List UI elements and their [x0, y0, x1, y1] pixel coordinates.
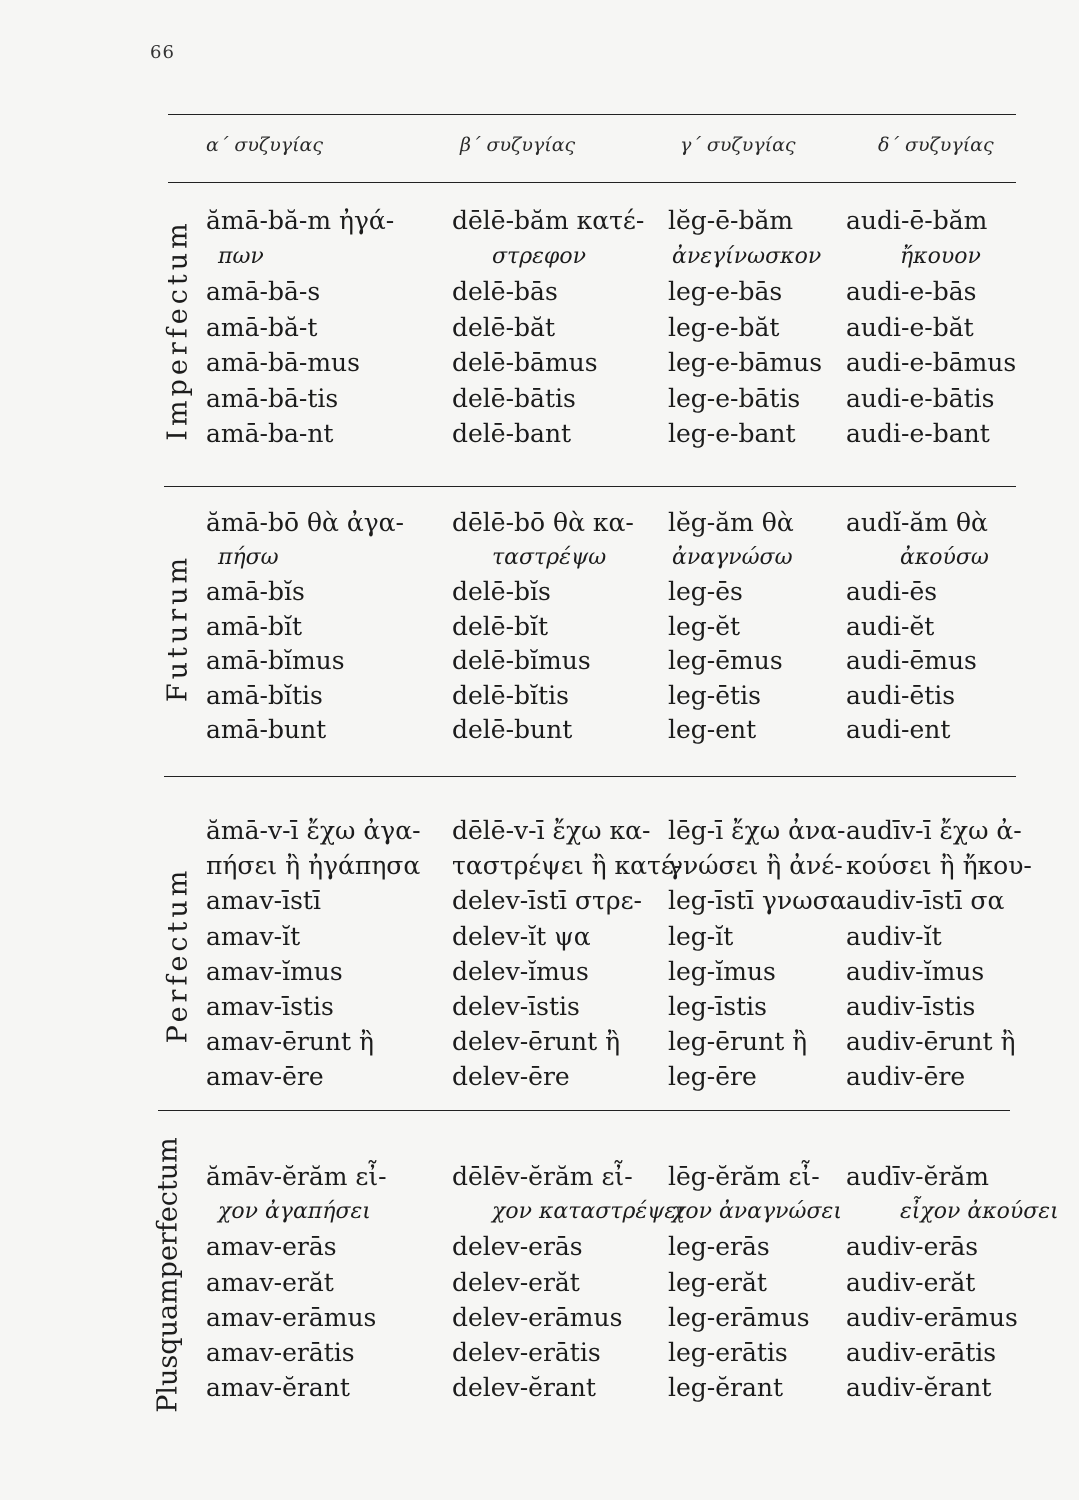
form-cell: πήσει ἢ ἠγάπησα — [206, 851, 421, 881]
form-cell: delev-ĕrant — [452, 1373, 596, 1403]
form-cell: amā-bĭs — [206, 577, 305, 606]
form-cell: audi-e-bāmus — [846, 348, 1017, 377]
form-cell: amav-erăt — [206, 1267, 334, 1297]
form-cell: audiv-ĭmus — [846, 956, 985, 986]
form-cell: audi-e-băt — [846, 312, 974, 342]
form-cell: amav-ĕrant — [206, 1373, 350, 1403]
form-cell: delē-bant — [452, 419, 572, 448]
form-cell: amav-erās — [206, 1232, 337, 1262]
form-cell: delev-ĭmus — [452, 956, 589, 986]
form-cell: audiv-ēre — [846, 1062, 966, 1092]
form-cell: amā-ba-nt — [206, 419, 334, 448]
form-cell: audiv-erās — [846, 1232, 979, 1262]
form-cell: leg-erăt — [668, 1267, 767, 1297]
section-label-imperfectum: Imperfectum — [162, 219, 194, 441]
form-cell: delev-erās — [452, 1232, 583, 1262]
form-cell: audi-ĕt — [846, 611, 935, 641]
form-cell: ταστρέψει ἢ κατέ- — [452, 851, 683, 881]
form-cell: audiv-ĕrant — [846, 1373, 992, 1403]
form-cell: ἀκούσω — [900, 544, 989, 570]
form-cell: delē-bĭmus — [452, 646, 591, 675]
form-cell: amā-bā-tis — [206, 383, 339, 413]
form-cell: leg-e-bant — [668, 419, 796, 448]
form-cell: audi-ēmus — [846, 646, 977, 675]
form-cell: amā-bā-mus — [206, 348, 360, 377]
form-cell: χον καταστρέψει — [492, 1199, 685, 1225]
form-cell: χον ἀναγνώσει — [672, 1199, 842, 1225]
form-cell: ămāv-ĕrăm εἶ- — [206, 1162, 387, 1191]
form-cell: εἶχον ἀκούσει — [900, 1199, 1059, 1225]
form-cell: amav-īstis — [206, 992, 334, 1021]
form-cell: audi-e-bās — [846, 277, 977, 306]
form-cell: leg-e-bās — [668, 277, 783, 306]
form-cell: delev-erăt — [452, 1267, 580, 1297]
form-cell: leg-ĭmus — [668, 956, 776, 986]
form-cell: dēlēv-ĕrăm εἶ- — [452, 1162, 633, 1191]
form-cell: audiv-ĭt — [846, 921, 942, 951]
form-cell: leg-ēmus — [668, 646, 783, 675]
form-cell: πήσω — [218, 544, 279, 570]
form-cell: delē-bāmus — [452, 348, 598, 377]
form-cell: leg-e-bātis — [668, 383, 801, 413]
form-cell: ἤκουον — [900, 243, 981, 269]
form-cell: πων — [218, 243, 264, 269]
form-cell: leg-ērunt ἢ — [668, 1027, 808, 1057]
form-cell: audi-ē-băm — [846, 206, 988, 235]
form-cell: delē-bātis — [452, 383, 576, 413]
header-col-1: α΄ συζυγίας — [206, 134, 324, 156]
form-cell: ămā-v-ī ἔχω ἀγα- — [206, 816, 421, 845]
form-cell: audiv-erāmus — [846, 1302, 1018, 1332]
form-cell: audi-ēs — [846, 577, 938, 606]
form-cell: audi-ent — [846, 715, 951, 744]
form-cell: audiv-erātis — [846, 1338, 997, 1367]
header-col-2: β΄ συζυγίας — [460, 134, 576, 156]
form-cell: delev-erāmus — [452, 1302, 623, 1332]
form-cell: audi-e-bant — [846, 419, 990, 448]
form-cell: leg-ĕt — [668, 611, 741, 641]
form-cell: ἀνεγίνωσκον — [672, 243, 822, 269]
form-cell: leg-erāmus — [668, 1302, 810, 1332]
section-divider — [158, 1110, 1010, 1111]
form-cell: leg-ĭt — [668, 921, 734, 951]
form-cell: lēg-ī ἔχω ἀνα- — [668, 816, 846, 845]
form-cell: amā-bĭmus — [206, 646, 345, 675]
form-cell: delev-īstis — [452, 992, 580, 1021]
section-label-perfectum: Perfectum — [162, 866, 194, 1044]
form-cell: leg-ēs — [668, 577, 743, 606]
form-cell: delē-bās — [452, 277, 558, 306]
form-cell: delē-bĭtis — [452, 680, 569, 710]
form-cell: audīv-ī ἔχω ἀ- — [846, 816, 1022, 845]
section-label-plusquamperfectum: Plusquamperfectum — [152, 1137, 184, 1413]
form-cell: amav-ĭmus — [206, 956, 343, 986]
form-cell: leg-erās — [668, 1232, 770, 1262]
form-cell: audi-ētis — [846, 680, 956, 710]
form-cell: leg-ent — [668, 715, 757, 744]
page-number: 66 — [150, 42, 175, 63]
form-cell: amā-bĭt — [206, 611, 303, 641]
form-cell: amav-ērunt ἢ — [206, 1027, 375, 1057]
form-cell: leg-īstis — [668, 992, 767, 1021]
form-cell: delev-erātis — [452, 1338, 601, 1367]
section-divider — [164, 486, 1016, 487]
form-cell: audiv-īstī σα — [846, 886, 1005, 916]
form-cell: κούσει ἢ ἤκου- — [846, 851, 1032, 881]
form-cell: amav-erātis — [206, 1338, 355, 1367]
form-cell: audiv-ērunt ἢ — [846, 1027, 1016, 1057]
form-cell: amā-bĭtis — [206, 680, 323, 710]
form-cell: delev-ĭt ψα — [452, 921, 591, 951]
form-cell: audīv-ĕrăm — [846, 1162, 989, 1191]
form-cell: γνώσει ἢ ἀνέ- — [668, 851, 843, 881]
form-cell: audĭ-ăm θὰ — [846, 508, 988, 537]
form-cell: audiv-īstis — [846, 992, 976, 1021]
form-cell: ἀναγνώσω — [672, 544, 793, 570]
form-cell: audiv-erăt — [846, 1267, 976, 1297]
form-cell: delev-ēre — [452, 1062, 570, 1092]
form-cell: ταστρέψω — [492, 544, 607, 570]
form-cell: amav-īstī — [206, 886, 321, 916]
form-cell: lĕg-ăm θὰ — [668, 508, 794, 537]
form-cell: lĕg-ē-băm — [668, 206, 794, 235]
section-label-futurum: Futurum — [162, 553, 194, 703]
form-cell: leg-ētis — [668, 680, 761, 710]
form-cell: lēg-ĕrăm εἶ- — [668, 1162, 820, 1191]
form-cell: leg-erātis — [668, 1338, 788, 1367]
form-cell: leg-ĕrant — [668, 1373, 784, 1403]
section-divider — [164, 776, 1016, 777]
form-cell: delē-băt — [452, 312, 555, 342]
form-cell: amā-bă-t — [206, 312, 318, 342]
form-cell: dēlē-v-ī ἔχω κα- — [452, 816, 651, 845]
form-cell: dēlē-băm κατέ- — [452, 206, 645, 235]
form-cell: leg-e-bāmus — [668, 348, 823, 377]
form-cell: leg-ēre — [668, 1062, 757, 1092]
form-cell: delē-bĭs — [452, 577, 551, 606]
form-cell: ămā-bō θὰ ἀγα- — [206, 508, 404, 537]
form-cell: leg-e-băt — [668, 312, 780, 342]
rule-header — [168, 182, 1016, 183]
rule-top — [168, 114, 1016, 115]
form-cell: delē-bĭt — [452, 611, 549, 641]
form-cell: amav-ĭt — [206, 921, 301, 951]
form-cell: amav-ēre — [206, 1062, 324, 1092]
form-cell: delev-ērunt ἢ — [452, 1027, 621, 1057]
form-cell: χον ἀγαπήσει — [218, 1199, 371, 1225]
form-cell: delev-īstī στρε- — [452, 886, 642, 916]
form-cell: delē-bunt — [452, 715, 573, 744]
form-cell: ămā-bă-m ἠγά- — [206, 206, 395, 235]
form-cell: amav-erāmus — [206, 1302, 377, 1332]
form-cell: audi-e-bātis — [846, 383, 995, 413]
form-cell: leg-īstī γνωσα — [668, 886, 847, 916]
form-cell: dēlē-bō θὰ κα- — [452, 508, 634, 537]
form-cell: στρεφον — [492, 243, 586, 269]
header-col-3: γ΄ συζυγίας — [680, 134, 796, 156]
header-col-4: δ΄ συζυγίας — [878, 134, 994, 156]
form-cell: amā-bunt — [206, 715, 327, 744]
form-cell: amā-bā-s — [206, 277, 321, 306]
